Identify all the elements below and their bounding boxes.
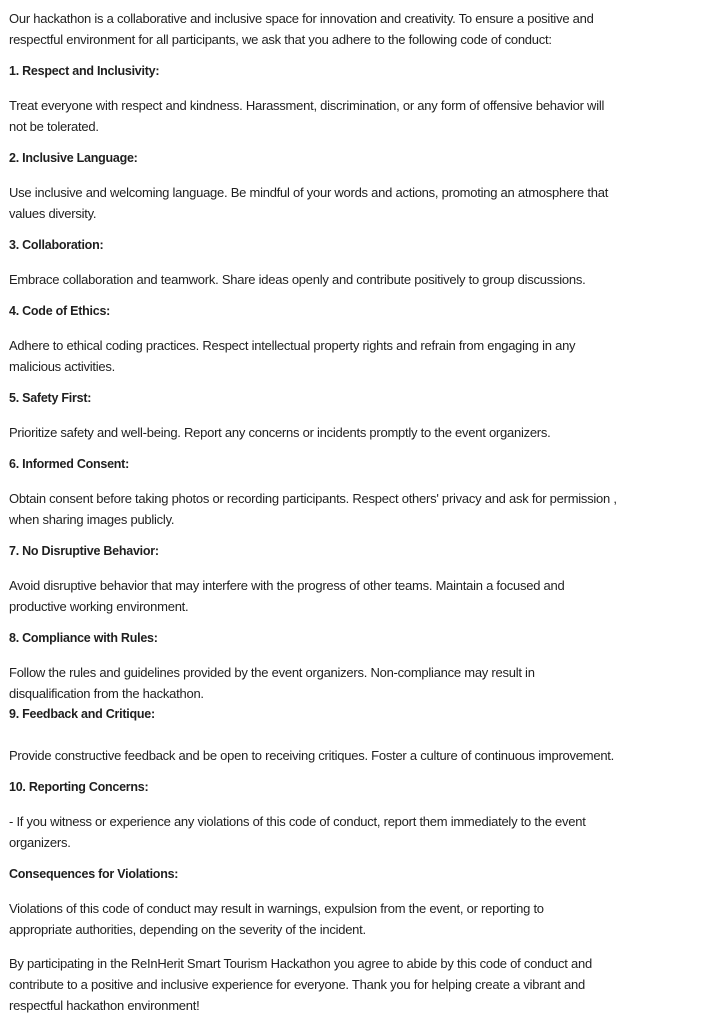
section-heading: 9. Feedback and Critique: — [9, 707, 155, 721]
code-of-conduct-document — [9, 8, 718, 1027]
section-paragraph — [9, 575, 718, 617]
section-heading: 6. Informed Consent: — [9, 457, 130, 471]
text-line: contribute to a positive and inclusive experience for everyone. Thank you for helping create a vibrant and — [9, 977, 585, 992]
section-paragraph — [9, 335, 718, 377]
text-line: disqualification from the hackathon. — [9, 686, 204, 701]
section-paragraph — [9, 95, 718, 137]
section-heading: 8. Compliance with Rules: — [9, 631, 158, 645]
text-line: not be tolerated. — [9, 119, 99, 134]
text-line: appropriate authorities, depending on the severity of the incident. — [9, 922, 366, 937]
text-line: Our hackathon is a collaborative and inclusive space for innovation and creativity. To ensure a positive and — [9, 11, 594, 26]
closing-paragraph — [9, 953, 718, 1016]
text-line: Violations of this code of conduct may result in warnings, expulsion from the event, or reporting to — [9, 901, 544, 916]
section-heading: 3. Collaboration: — [9, 238, 104, 252]
section-paragraph — [9, 662, 718, 704]
section-paragraph — [9, 182, 718, 224]
text-line: productive working environment. — [9, 599, 189, 614]
section-heading: 10. Reporting Concerns: — [9, 780, 149, 794]
text-line: Provide constructive feedback and be open to receiving critiques. Foster a culture of continuous improvement. — [9, 748, 615, 763]
section-paragraph — [9, 269, 718, 290]
text-line: Obtain consent before taking photos or recording participants. Respect others' privacy and ask for permission , — [9, 491, 617, 506]
section-heading: Consequences for Violations: — [9, 867, 179, 881]
text-line: Treat everyone with respect and kindness. Harassment, discrimination, or any form of offensive behavior will — [9, 98, 605, 113]
text-line: Prioritize safety and well-being. Report any concerns or incidents promptly to the event organizers. — [9, 425, 551, 440]
section-paragraph — [9, 898, 718, 940]
text-line: values diversity. — [9, 206, 97, 221]
text-line: malicious activities. — [9, 359, 116, 374]
section-heading: 7. No Disruptive Behavior: — [9, 544, 159, 558]
text-line: Follow the rules and guidelines provided by the event organizers. Non-compliance may result in — [9, 665, 535, 680]
section-heading: 2. Inclusive Language: — [9, 151, 138, 165]
section-heading: 1. Respect and Inclusivity: — [9, 64, 160, 78]
text-line: - If you witness or experience any violations of this code of conduct, report them immediately to the event — [9, 814, 586, 829]
text-line: Avoid disruptive behavior that may interfere with the progress of other teams. Maintain a focused and — [9, 578, 565, 593]
section-heading: 5. Safety First: — [9, 391, 92, 405]
text-line: when sharing images publicly. — [9, 512, 175, 527]
section-heading: 4. Code of Ethics: — [9, 304, 111, 318]
text-line: Use inclusive and welcoming language. Be mindful of your words and actions, promoting an atmosphere that — [9, 185, 609, 200]
text-line: respectful environment for all participants, we ask that you adhere to the following code of conduct: — [9, 32, 552, 47]
text-line: Embrace collaboration and teamwork. Share ideas openly and contribute positively to group discussions. — [9, 272, 586, 287]
section-paragraph — [9, 811, 718, 853]
section-paragraph — [9, 422, 718, 443]
text-line: Adhere to ethical coding practices. Respect intellectual property rights and refrain from engaging in any — [9, 338, 576, 353]
text-line: organizers. — [9, 835, 71, 850]
section-paragraph — [9, 745, 718, 766]
section-paragraph — [9, 488, 718, 530]
text-line: respectful hackathon environment! — [9, 998, 200, 1013]
intro-paragraph — [9, 8, 718, 50]
text-line: By participating in the ReInHerit Smart Tourism Hackathon you agree to abide by this code of conduct and — [9, 956, 592, 971]
